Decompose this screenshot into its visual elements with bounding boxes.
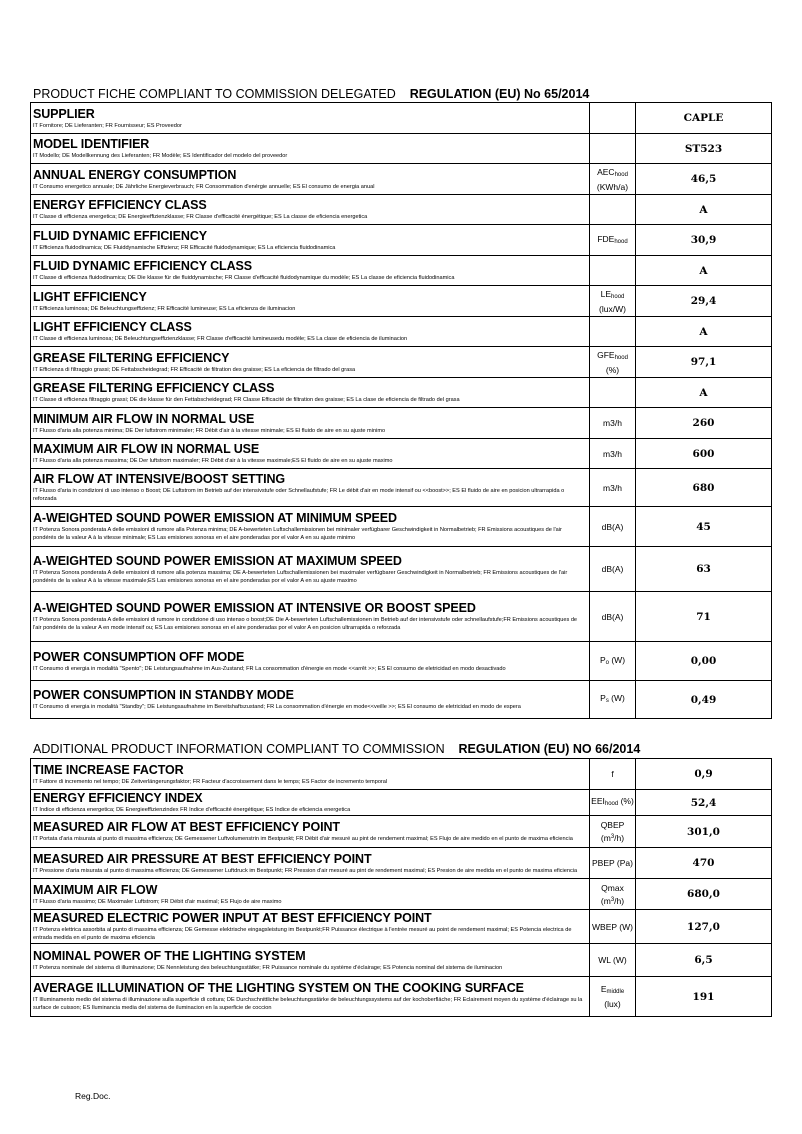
spec-description bbox=[31, 378, 590, 408]
table-row bbox=[31, 681, 772, 719]
spec-description bbox=[31, 592, 590, 642]
spec-title: NOMINAL POWER OF THE LIGHTING SYSTEM bbox=[33, 948, 306, 963]
unit-superscript: 3 bbox=[610, 896, 615, 903]
spec-unit bbox=[590, 256, 636, 286]
spec-description bbox=[31, 944, 590, 977]
unit-symbol: P bbox=[599, 654, 606, 665]
unit-symbol: P bbox=[600, 693, 606, 703]
table-row bbox=[31, 469, 772, 507]
unit-label: f bbox=[611, 769, 614, 779]
spec-translations: IT Modello; DE Modellkennung des Lieferanten; FR Modèle; ES Identificador del modelo del proveedor bbox=[33, 153, 288, 159]
spec-unit bbox=[590, 547, 636, 592]
spec-translations: IT Flusso d'aria massimo; DE Maximaler Luftstrom; FR Débit d'air maximal; ES Flujo de aire maximo bbox=[33, 898, 282, 905]
table-row bbox=[31, 347, 772, 378]
spec-title: A-WEIGHTED SOUND POWER EMISSION AT MAXIMUM SPEED bbox=[33, 553, 402, 568]
spec-title: ENERGY EFFICIENCY INDEX bbox=[33, 791, 203, 805]
spec-translations: IT Consumo di energia in modalità "Spento"; DE Leistungsaufnahme im Aus-Zustand; FR La consommation d'énergie en mode <<arrêt >>; ES El consumo de eletricidad en modo desactivado bbox=[33, 665, 506, 672]
spec-translations: IT Pressione d'aria misurata al punto di massima efficienza; DE Gemessener Luftdruck im Bestpunkt; FR Pression d'air mesuré au pint de rendement maximal; ES Presion de aire medida en el punto de maxima eficiencia bbox=[33, 867, 578, 874]
unit-part: (m bbox=[600, 833, 611, 843]
spec-title: POWER CONSUMPTION OFF MODE bbox=[33, 649, 245, 664]
unit-subscript: hood bbox=[604, 801, 619, 807]
unit-suffix: (%) bbox=[618, 796, 634, 806]
unit-subscript: o bbox=[605, 659, 609, 666]
spec-translations: IT Classe di efficienza filtraggio grassi; DE die klasse für den Fettabscheidegrad; FR Classe Efficacité de filtration des graisse; ES La clase de eficiencia de filtrado del grasa bbox=[33, 397, 460, 403]
spec-value: 680,0 bbox=[636, 879, 772, 910]
spec-description bbox=[31, 286, 590, 317]
unit-label: PBEP (Pa) bbox=[592, 858, 633, 868]
spec-value: A bbox=[636, 317, 772, 347]
spec-unit bbox=[590, 642, 636, 681]
spec-title: FLUID DYNAMIC EFFICIENCY bbox=[33, 228, 207, 243]
additional-info-header-regulation: REGULATION (EU) NO 66/2014 bbox=[458, 742, 641, 756]
spec-unit bbox=[590, 408, 636, 439]
spec-description bbox=[31, 547, 590, 592]
additional-info-header-text: ADDITIONAL PRODUCT INFORMATION COMPLIANT TO COMMISSION bbox=[33, 742, 445, 756]
spec-value: 52,4 bbox=[636, 790, 772, 816]
fiche-header-regulation: REGULATION (EU) No 65/2014 bbox=[409, 87, 590, 101]
unit-part: /h) bbox=[614, 833, 625, 843]
table-row bbox=[31, 507, 772, 547]
spec-value: 46,5 bbox=[636, 164, 772, 195]
spec-description bbox=[31, 681, 590, 719]
table-row bbox=[31, 816, 772, 848]
spec-unit bbox=[590, 286, 636, 317]
unit-line-2: (KWh/a) bbox=[596, 181, 629, 192]
spec-translations: IT Indice di efficienza energetica; DE Energieeffizienzindex FR Indice d'efficacité énergétique; ES Indice de eficiencia energetica bbox=[33, 807, 351, 813]
spec-unit bbox=[590, 347, 636, 378]
unit-label: dB(A) bbox=[601, 611, 624, 622]
unit-symbol: GFE bbox=[597, 349, 615, 360]
spec-title: SUPPLIER bbox=[33, 106, 95, 121]
unit-line bbox=[590, 349, 635, 364]
unit-label: m3/h bbox=[603, 482, 622, 493]
reg-doc-footer: Reg.Doc. bbox=[75, 1091, 111, 1101]
spec-value: ST523 bbox=[636, 134, 772, 164]
spec-title: MAXIMUM AIR FLOW IN NORMAL USE bbox=[33, 442, 260, 456]
unit-symbol: QBEP bbox=[600, 820, 625, 830]
spec-value: 30,9 bbox=[636, 225, 772, 256]
spec-unit bbox=[590, 681, 636, 719]
table-row bbox=[31, 134, 772, 164]
unit-line-2 bbox=[590, 831, 635, 844]
spec-description bbox=[31, 225, 590, 256]
table-row bbox=[31, 642, 772, 681]
spec-title: MAXIMUM AIR FLOW bbox=[33, 882, 158, 897]
spec-value: 260 bbox=[636, 408, 772, 439]
unit-subscript: hood bbox=[614, 171, 628, 178]
unit-line bbox=[590, 819, 635, 831]
unit-label: dB(A) bbox=[601, 564, 624, 574]
spec-description bbox=[31, 408, 590, 439]
spec-description bbox=[31, 790, 590, 816]
spec-translations: IT Classe di efficienza fluidodinamica; DE Die klasse für die fluiddynamische; FR Classe d'efficacité fluidodynamique du modèle; ES La classe de eficiencia fluidodinamica bbox=[33, 275, 455, 281]
spec-description bbox=[31, 317, 590, 347]
spec-title: GREASE FILTERING EFFICIENCY CLASS bbox=[33, 381, 275, 395]
unit-label: m3/h bbox=[603, 418, 622, 428]
table-row bbox=[31, 408, 772, 439]
spec-description bbox=[31, 910, 590, 944]
spec-title: MINIMUM AIR FLOW IN NORMAL USE bbox=[33, 411, 255, 426]
table-row bbox=[31, 225, 772, 256]
unit-subscript: s bbox=[605, 698, 609, 704]
spec-value: 45 bbox=[636, 507, 772, 547]
fiche-header-text: PRODUCT FICHE COMPLIANT TO COMMISSION DELEGATED bbox=[33, 87, 396, 101]
spec-unit bbox=[590, 164, 636, 195]
table-row bbox=[31, 103, 772, 134]
spec-unit bbox=[590, 977, 636, 1017]
table-row bbox=[31, 378, 772, 408]
spec-description bbox=[31, 977, 590, 1017]
spec-translations: IT Consumo di energia in modalità "Standby"; DE Leistungsaufnahme im Bereitshaftszustand; FR La consommation d'énergie en mode<<veille >>; ES El consumo de eletricidad en modo de espera bbox=[33, 704, 521, 710]
spec-unit bbox=[590, 592, 636, 642]
spec-description bbox=[31, 439, 590, 469]
spec-value: A bbox=[636, 256, 772, 286]
spec-unit bbox=[590, 103, 636, 134]
fiche-header bbox=[33, 87, 589, 101]
spec-description bbox=[31, 134, 590, 164]
spec-title: MEASURED AIR PRESSURE AT BEST EFFICIENCY POINT bbox=[33, 851, 372, 866]
unit-line bbox=[590, 654, 635, 669]
spec-description bbox=[31, 256, 590, 286]
additional-info-header bbox=[33, 742, 640, 756]
spec-title: ANNUAL ENERGY CONSUMPTION bbox=[33, 167, 237, 182]
spec-value: 0,9 bbox=[636, 759, 772, 790]
unit-part: (m bbox=[600, 895, 611, 906]
spec-value: 470 bbox=[636, 848, 772, 879]
spec-translations: IT Potenza Sonora ponderata A delle emissioni di rumore alla Potenza minima; DE A-bewerteten Luftschallemissionen bei minimaler verfügbarer Geschwindigkeit in Normalbetrieb; FR Emissions acoustiques de l'air pondérés de la valeur A à la vitesse minimale; ES Las emisiones sonoras en el aire ponderadas por el valor A en su ajuste minimo bbox=[33, 527, 562, 541]
spec-value: 71 bbox=[636, 592, 772, 642]
spec-title: MEASURED AIR FLOW AT BEST EFFICIENCY POINT bbox=[33, 820, 340, 834]
spec-translations: IT Potenza elettrica assorbita al punto di massima efficienza; DE Gemesse elektrische eingagsleistung im Bestpunkt;FR Puissance électrique à l'entrée mesuré au point de rendement maximal; ES Potencia electrica de entrada medida en el punto de maxima eficiencia bbox=[33, 927, 572, 941]
spec-translations: IT Consumo energetico annuale; DE Jährliche Energieverbrauch; FR Consommation d'enérgie annuelle; ES El consumo de energia anual bbox=[33, 183, 375, 190]
spec-title: LIGHT EFFICIENCY bbox=[33, 289, 147, 304]
unit-symbol: LE bbox=[600, 288, 612, 299]
spec-unit bbox=[590, 134, 636, 164]
spec-translations: IT Classe di efficienza energetica; DE Energieeffizienzklasse; FR Classe d'efficacité énergétique; ES La classe de eficiencia energetica bbox=[33, 214, 368, 220]
spec-unit bbox=[590, 195, 636, 225]
spec-translations: IT Portata d'aria misurata al punto di massima efficienza; DE Gemessener Luftvolumenstrin im Bestpunkt; FR Débit d'air mesuré au pint de rendement maximal; ES Flujo de aire medido en el punto de maxima eficiencia bbox=[33, 836, 573, 842]
spec-value: 0,00 bbox=[636, 642, 772, 681]
spec-description bbox=[31, 469, 590, 507]
table-row bbox=[31, 977, 772, 1017]
spec-unit bbox=[590, 469, 636, 507]
spec-unit bbox=[590, 944, 636, 977]
unit-line bbox=[590, 983, 635, 998]
spec-unit bbox=[590, 759, 636, 790]
unit-line bbox=[590, 882, 635, 894]
spec-description bbox=[31, 164, 590, 195]
spec-description bbox=[31, 507, 590, 547]
unit-line-2 bbox=[590, 894, 635, 907]
unit-label: WBEP (W) bbox=[592, 921, 633, 932]
spec-unit bbox=[590, 507, 636, 547]
spec-title: A-WEIGHTED SOUND POWER EMISSION AT MINIMUM SPEED bbox=[33, 511, 397, 525]
spec-translations: IT Classe di efficienza luminosa; DE Beleuchtungseffizienzklasse; FR Classe d'efficacité lumineusedu modèle; ES La clase de eficiencia de iluminacion bbox=[33, 336, 408, 342]
unit-superscript: 3 bbox=[610, 834, 615, 840]
table-row bbox=[31, 317, 772, 347]
table-row bbox=[31, 879, 772, 910]
table-row bbox=[31, 944, 772, 977]
additional-info-table bbox=[30, 758, 772, 1017]
product-fiche-table bbox=[30, 102, 772, 719]
unit-line bbox=[590, 288, 635, 303]
spec-unit bbox=[590, 317, 636, 347]
spec-description bbox=[31, 642, 590, 681]
unit-symbol: FDE bbox=[597, 233, 615, 244]
spec-value: 97,1 bbox=[636, 347, 772, 378]
spec-unit bbox=[590, 378, 636, 408]
unit-label: m3/h bbox=[603, 448, 622, 459]
spec-description bbox=[31, 103, 590, 134]
unit-line-2: (lux/W) bbox=[599, 303, 626, 314]
spec-translations: IT Illuminamento medio del sistema di illuminazione sulla superficie di cottura; DE Durchschnittliche beleuchtungsstärke de beleuchtungssystems auf der kochoberfläche; FR Eclairement moyen du système d'éclairage su la surface de cuisson; ES Iluminancia media del sistema de iluminacion en la superficie de coccion bbox=[33, 997, 583, 1011]
spec-translations: IT Potenza Sonora ponderata A delle emissioni di rumore alla potenza massima; DE A-bewerteten Luftschallemissionen bei maximaler verfügbarer Geschwindigkeit in Normalbetrieb; FR Emissions acoustiques de l'air pondérés de la valeur A à la vitesse maximale;ES Las emisiones sonoras en el aire ponderadas por el valor A en su ajuste maximo bbox=[33, 569, 568, 584]
spec-description bbox=[31, 879, 590, 910]
table-row bbox=[31, 164, 772, 195]
spec-value: 680 bbox=[636, 469, 772, 507]
table-row bbox=[31, 195, 772, 225]
unit-label: dB(A) bbox=[601, 521, 624, 532]
spec-unit bbox=[590, 879, 636, 910]
spec-unit bbox=[590, 790, 636, 816]
spec-value: A bbox=[636, 378, 772, 408]
spec-value: 29,4 bbox=[636, 286, 772, 317]
spec-value: 301,0 bbox=[636, 816, 772, 848]
spec-translations: IT Fattore di incremento nel tempo; DE Zeitverlängerungsfaktor; FR Facteur d'accroissement dans le temps; ES Factor de incremento temporal bbox=[33, 778, 388, 785]
table-row bbox=[31, 848, 772, 879]
table-row bbox=[31, 547, 772, 592]
unit-line bbox=[590, 233, 635, 248]
spec-title: FLUID DYNAMIC EFFICIENCY CLASS bbox=[33, 259, 252, 273]
spec-translations: IT Flusso d'aria alla potenza massima; DE Der luftstrom maximaler; FR Débit d'air à la vitesse maximale;ES El fluido de aire en su ajuste maximo bbox=[33, 458, 393, 464]
spec-translations: IT Efficienza di filtraggio grassi; DE Fettabscheidegrad; FR Efficacité de filtration des graisse; ES La eficiencia de filtrado del grasa bbox=[33, 366, 356, 373]
spec-value: 6,5 bbox=[636, 944, 772, 977]
spec-value: 191 bbox=[636, 977, 772, 1017]
spec-translations: IT Potenza nominale del sistema di illuminazione; DE Nennleistung des beleuchtungsstätke; FR Puissance nominale du système d'éclairage; ES Potencia nominal del sistema de iluminacion bbox=[33, 964, 503, 971]
spec-description bbox=[31, 848, 590, 879]
spec-title: MODEL IDENTIFIER bbox=[33, 137, 150, 151]
unit-subscript: hood bbox=[611, 293, 625, 300]
spec-unit bbox=[590, 816, 636, 848]
spec-value: A bbox=[636, 195, 772, 225]
unit-subscript: hood bbox=[614, 354, 628, 361]
unit-subscript: hood bbox=[614, 238, 628, 245]
spec-translations: IT Efficienza fluidodinamica; DE Fluiddynamische Effizienz; FR Efficacité fluidodynamique; ES La eficiencia fluidodinamica bbox=[33, 244, 336, 251]
spec-title: POWER CONSUMPTION IN STANDBY MODE bbox=[33, 688, 294, 702]
table-row bbox=[31, 910, 772, 944]
spec-unit bbox=[590, 439, 636, 469]
spec-unit bbox=[590, 225, 636, 256]
spec-title: A-WEIGHTED SOUND POWER EMISSION AT INTENSIVE OR BOOST SPEED bbox=[33, 601, 476, 615]
table-row bbox=[31, 592, 772, 642]
unit-suffix: (W) bbox=[608, 654, 626, 665]
unit-suffix: (W) bbox=[608, 693, 625, 703]
table-row bbox=[31, 439, 772, 469]
unit-line bbox=[590, 166, 635, 181]
spec-title: TIME INCREASE FACTOR bbox=[33, 762, 184, 777]
spec-translations: IT Potenza Sonora ponderata A delle emissioni di rumore in condizione di uso intenso o boost;DE Die A-bewerteten Luftschallemissionen im Betrieb auf der intensivstufe oder schnellaufstufe;FR Emissions acoustiques de l'air pondérés de la valeur A en mode intensif ou; ES Las emisiones sonoras en el aire ponderadas por el valor A en posicion ultrarrapida o reforzada bbox=[33, 617, 578, 631]
unit-symbol: AEC bbox=[597, 166, 615, 177]
spec-title: LIGHT EFFICIENCY CLASS bbox=[33, 320, 192, 334]
spec-title: MEASURED ELECTRIC POWER INPUT AT BEST EFFICIENCY POINT bbox=[33, 911, 432, 925]
table-row bbox=[31, 256, 772, 286]
spec-description bbox=[31, 347, 590, 378]
spec-description bbox=[31, 759, 590, 790]
unit-subscript: middle bbox=[606, 989, 625, 995]
unit-part: /h) bbox=[614, 895, 625, 906]
table-row bbox=[31, 759, 772, 790]
unit-line-2: (lux) bbox=[604, 999, 621, 1009]
spec-title: AVERAGE ILLUMINATION OF THE LIGHTING SYSTEM ON THE COOKING SURFACE bbox=[33, 981, 524, 995]
spec-value: 0,49 bbox=[636, 681, 772, 719]
spec-title: GREASE FILTERING EFFICIENCY bbox=[33, 350, 230, 365]
spec-title: ENERGY EFFICIENCY CLASS bbox=[33, 198, 207, 212]
spec-unit bbox=[590, 910, 636, 944]
spec-unit bbox=[590, 848, 636, 879]
spec-value: 600 bbox=[636, 439, 772, 469]
unit-symbol: EEI bbox=[591, 796, 605, 806]
table-row bbox=[31, 790, 772, 816]
unit-line-2: (%) bbox=[605, 364, 620, 375]
spec-translations: IT Fornitore; DE Lieferanten; FR Fournisseur; ES Proveedor bbox=[33, 122, 182, 129]
spec-description bbox=[31, 195, 590, 225]
spec-value: CAPLE bbox=[636, 103, 772, 134]
spec-translations: IT Flusso d'aria in condizioni di uso intenso o Boost; DE Luftstrom im Betrieb auf der intensivstufe oder Schnellaufstufe; FR Le débit d'air en mode intensif ou <<boost>>; ES El fluido de aire en posicion ultrarrapida o reforzada bbox=[33, 488, 565, 502]
unit-line bbox=[590, 795, 635, 810]
spec-title: AIR FLOW AT INTENSIVE/BOOST SETTING bbox=[33, 472, 286, 486]
unit-line bbox=[590, 692, 635, 707]
table-row bbox=[31, 286, 772, 317]
unit-symbol: Qmax bbox=[601, 882, 624, 893]
spec-value: 63 bbox=[636, 547, 772, 592]
spec-translations: IT Flusso d'aria alla potenza minima; DE Der luftstrom minimaler; FR Débit d'air à la vitesse minimale; ES El fluido de aire en su ajuste minimo bbox=[33, 427, 386, 434]
spec-description bbox=[31, 816, 590, 848]
unit-symbol: E bbox=[600, 984, 607, 994]
spec-value: 127,0 bbox=[636, 910, 772, 944]
spec-translations: IT Efficienza luminosa; DE Beleuchtungseffizienz; FR Efficacité lumineuse; ES La eficienza de iluminacion bbox=[33, 305, 296, 312]
unit-label: WL (W) bbox=[598, 955, 627, 965]
